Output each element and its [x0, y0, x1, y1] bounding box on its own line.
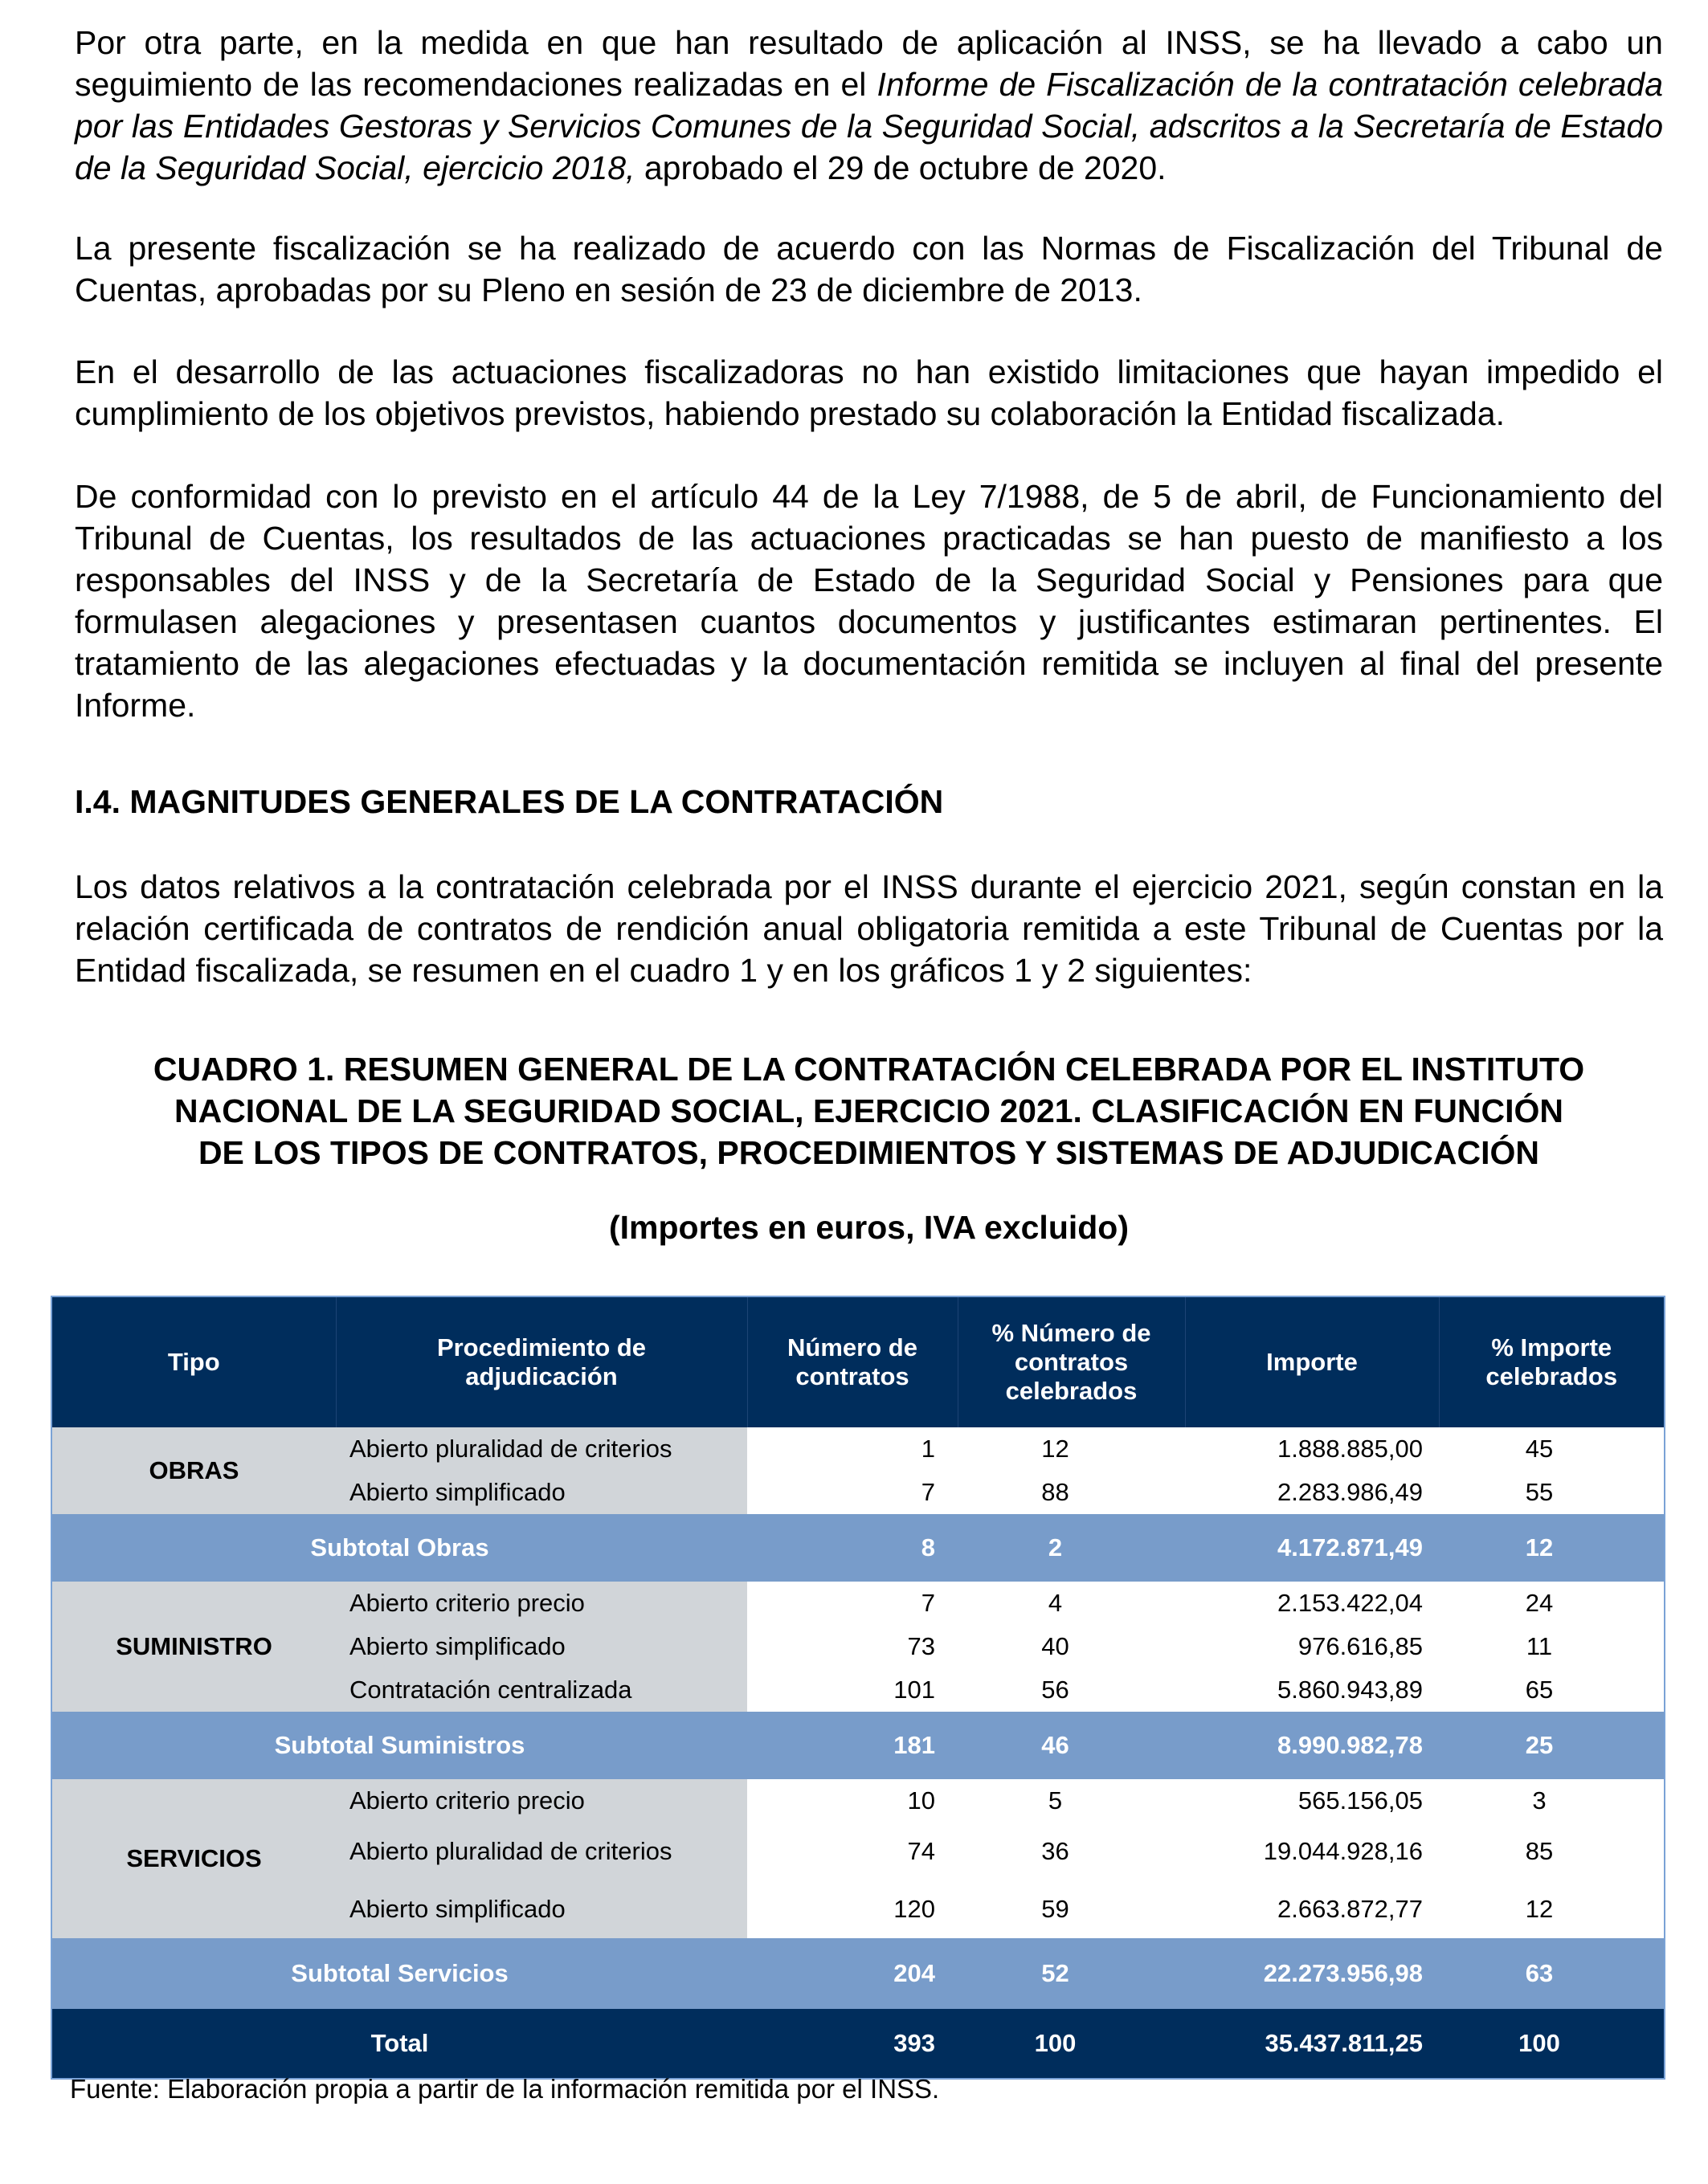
- pct-importe-cell: 100: [1439, 2009, 1665, 2079]
- pct-importe-cell: 63: [1439, 1938, 1665, 2009]
- pct-importe-cell: 45: [1439, 1427, 1665, 1471]
- pct-numero-cell: 59: [958, 1880, 1185, 1938]
- subtotal-row-obras: [51, 1514, 1665, 1582]
- section-heading: I.4. MAGNITUDES GENERALES DE LA CONTRATACIÓN: [75, 783, 944, 820]
- importe-cell: 8.990.982,78: [1185, 1712, 1439, 1779]
- importe-cell: 2.663.872,77: [1185, 1880, 1439, 1938]
- procedimiento-cell: Contratación centralizada: [336, 1668, 747, 1712]
- pct-importe-cell: 3: [1439, 1779, 1665, 1823]
- numero-cell: 10: [747, 1779, 958, 1823]
- numero-cell: 73: [747, 1625, 958, 1668]
- pct-numero-cell: 52: [958, 1938, 1185, 2009]
- col-header-tipo: Tipo: [51, 1296, 336, 1427]
- paragraph-alegaciones: De conformidad con lo previsto en el artículo 44 de la Ley 7/1988, de 5 de abril, de Funcionamiento del Tribunal de Cuentas, los resultados de las actuaciones practicadas se han puesto de manifiesto a los responsables del INSS y de la Secretaría de Estado de la Seguridad Social y Pensiones para que formulasen alegaciones y presentasen cuantos documentos y justificantes estimaran pertinentes. El tratamiento de las alegaciones efectuadas y la documentación remitida se incluyen al final del presente Informe.: [75, 478, 1663, 724]
- col-header-procedimiento: Procedimiento de adjudicación: [336, 1296, 747, 1427]
- col-header-numero: Número de contratos: [747, 1296, 958, 1427]
- table-source-note: Fuente: Elaboración propia a partir de la información remitida por el INSS.: [70, 2074, 940, 2104]
- importe-cell: 2.153.422,04: [1185, 1582, 1439, 1625]
- table-title: [51, 1048, 1687, 1174]
- pct-numero-cell: 40: [958, 1625, 1185, 1668]
- subtotal-label: Subtotal Servicios: [51, 1938, 747, 2009]
- numero-cell: 74: [747, 1823, 958, 1880]
- importe-cell: 5.860.943,89: [1185, 1668, 1439, 1712]
- numero-cell: 1: [747, 1427, 958, 1471]
- numero-cell: 393: [747, 2009, 958, 2079]
- numero-cell: 7: [747, 1471, 958, 1514]
- total-row: [51, 2009, 1665, 2079]
- subtotal-row-suministros: [51, 1712, 1665, 1779]
- pct-numero-cell: 4: [958, 1582, 1185, 1625]
- table-title-line: CUADRO 1. RESUMEN GENERAL DE LA CONTRATACIÓN CELEBRADA POR EL INSTITUTO: [153, 1051, 1585, 1088]
- tipo-cell-suministro: SUMINISTRO: [51, 1582, 336, 1712]
- procedimiento-cell: Abierto pluralidad de criterios: [336, 1427, 747, 1471]
- importe-cell: 1.888.885,00: [1185, 1427, 1439, 1471]
- subtotal-label: Subtotal Suministros: [51, 1712, 747, 1779]
- pct-importe-cell: 85: [1439, 1823, 1665, 1880]
- importe-cell: 4.172.871,49: [1185, 1514, 1439, 1582]
- importe-cell: 976.616,85: [1185, 1625, 1439, 1668]
- table-row: [51, 1582, 1665, 1625]
- paragraph-datos: Los datos relativos a la contratación celebrada por el INSS durante el ejercicio 2021, según constan en la relación certificada de contratos de rendición anual obligatoria remitida a este Tribunal de Cuentas por la Entidad fiscalizada, se resumen en el cuadro 1 y en los gráficos 1 y 2 siguientes:: [75, 868, 1663, 989]
- procedimiento-cell: Abierto criterio precio: [336, 1779, 747, 1823]
- pct-numero-cell: 46: [958, 1712, 1185, 1779]
- pct-importe-cell: 12: [1439, 1514, 1665, 1582]
- paragraph-text: aprobado el 29 de octubre de 2020.: [635, 149, 1167, 186]
- table-subtitle: (Importes en euros, IVA excluido): [608, 1209, 1129, 1246]
- pct-importe-cell: 55: [1439, 1471, 1665, 1514]
- numero-cell: 204: [747, 1938, 958, 2009]
- pct-numero-cell: 56: [958, 1668, 1185, 1712]
- importe-cell: 35.437.811,25: [1185, 2009, 1439, 2079]
- pct-numero-cell: 12: [958, 1427, 1185, 1471]
- table-title-line: NACIONAL DE LA SEGURIDAD SOCIAL, EJERCICIO 2021. CLASIFICACIÓN EN FUNCIÓN: [174, 1092, 1563, 1129]
- tipo-cell-obras: OBRAS: [51, 1427, 336, 1514]
- importe-cell: 19.044.928,16: [1185, 1823, 1439, 1880]
- paragraph-seguimiento: [75, 22, 1663, 189]
- col-header-importe: Importe: [1185, 1296, 1439, 1427]
- table-header: [51, 1296, 1665, 1427]
- col-header-pct-importe: % Importe celebrados: [1439, 1296, 1665, 1427]
- table-row: [51, 1427, 1665, 1471]
- total-label: Total: [51, 2009, 747, 2079]
- col-header-pct-numero: % Número de contratos celebrados: [958, 1296, 1185, 1427]
- pct-numero-cell: 88: [958, 1471, 1185, 1514]
- table-row: [51, 1779, 1665, 1823]
- paragraph-limitaciones: En el desarrollo de las actuaciones fiscalizadoras no han existido limitaciones que hayan impedido el cumplimiento de los objetivos previstos, habiendo prestado su colaboración la Entidad fiscalizada.: [75, 353, 1663, 432]
- paragraph-text: Por otra parte, en la medida en que han resultado de aplicación al INSS, se ha llevado a cabo un seguimiento de las recomendaciones realizadas en el: [75, 24, 1663, 103]
- report-title-italic: Informe de Fiscalización de la contratación celebrada por las Entidades Gestoras y Servicios Comunes de la Seguridad Social, adscritos a la Secretaría de Estado de la Seguridad Social, ejercicio 2018,: [75, 66, 1663, 186]
- procedimiento-cell: Abierto simplificado: [336, 1625, 747, 1668]
- pct-importe-cell: 11: [1439, 1625, 1665, 1668]
- numero-cell: 181: [747, 1712, 958, 1779]
- paragraph-normas: La presente fiscalización se ha realizado de acuerdo con las Normas de Fiscalización del Tribunal de Cuentas, aprobadas por su Pleno en sesión de 23 de diciembre de 2013.: [75, 230, 1663, 308]
- pct-numero-cell: 36: [958, 1823, 1185, 1880]
- importe-cell: 2.283.986,49: [1185, 1471, 1439, 1514]
- contracts-summary-table: [51, 1296, 1665, 2080]
- pct-importe-cell: 25: [1439, 1712, 1665, 1779]
- procedimiento-cell: Abierto criterio precio: [336, 1582, 747, 1625]
- importe-cell: 565.156,05: [1185, 1779, 1439, 1823]
- procedimiento-cell: Abierto simplificado: [336, 1471, 747, 1514]
- numero-cell: 8: [747, 1514, 958, 1582]
- tipo-cell-servicios: SERVICIOS: [51, 1779, 336, 1938]
- procedimiento-cell: Abierto simplificado: [336, 1880, 747, 1938]
- subtotal-label: Subtotal Obras: [51, 1514, 747, 1582]
- pct-numero-cell: 100: [958, 2009, 1185, 2079]
- importe-cell: 22.273.956,98: [1185, 1938, 1439, 2009]
- pct-importe-cell: 65: [1439, 1668, 1665, 1712]
- procedimiento-cell: Abierto pluralidad de criterios: [336, 1823, 747, 1880]
- table-title-line: DE LOS TIPOS DE CONTRATOS, PROCEDIMIENTOS Y SISTEMAS DE ADJUDICACIÓN: [198, 1134, 1540, 1171]
- pct-importe-cell: 24: [1439, 1582, 1665, 1625]
- numero-cell: 120: [747, 1880, 958, 1938]
- subtotal-row-servicios: [51, 1938, 1665, 2009]
- numero-cell: 101: [747, 1668, 958, 1712]
- pct-numero-cell: 2: [958, 1514, 1185, 1582]
- pct-importe-cell: 12: [1439, 1880, 1665, 1938]
- pct-numero-cell: 5: [958, 1779, 1185, 1823]
- numero-cell: 7: [747, 1582, 958, 1625]
